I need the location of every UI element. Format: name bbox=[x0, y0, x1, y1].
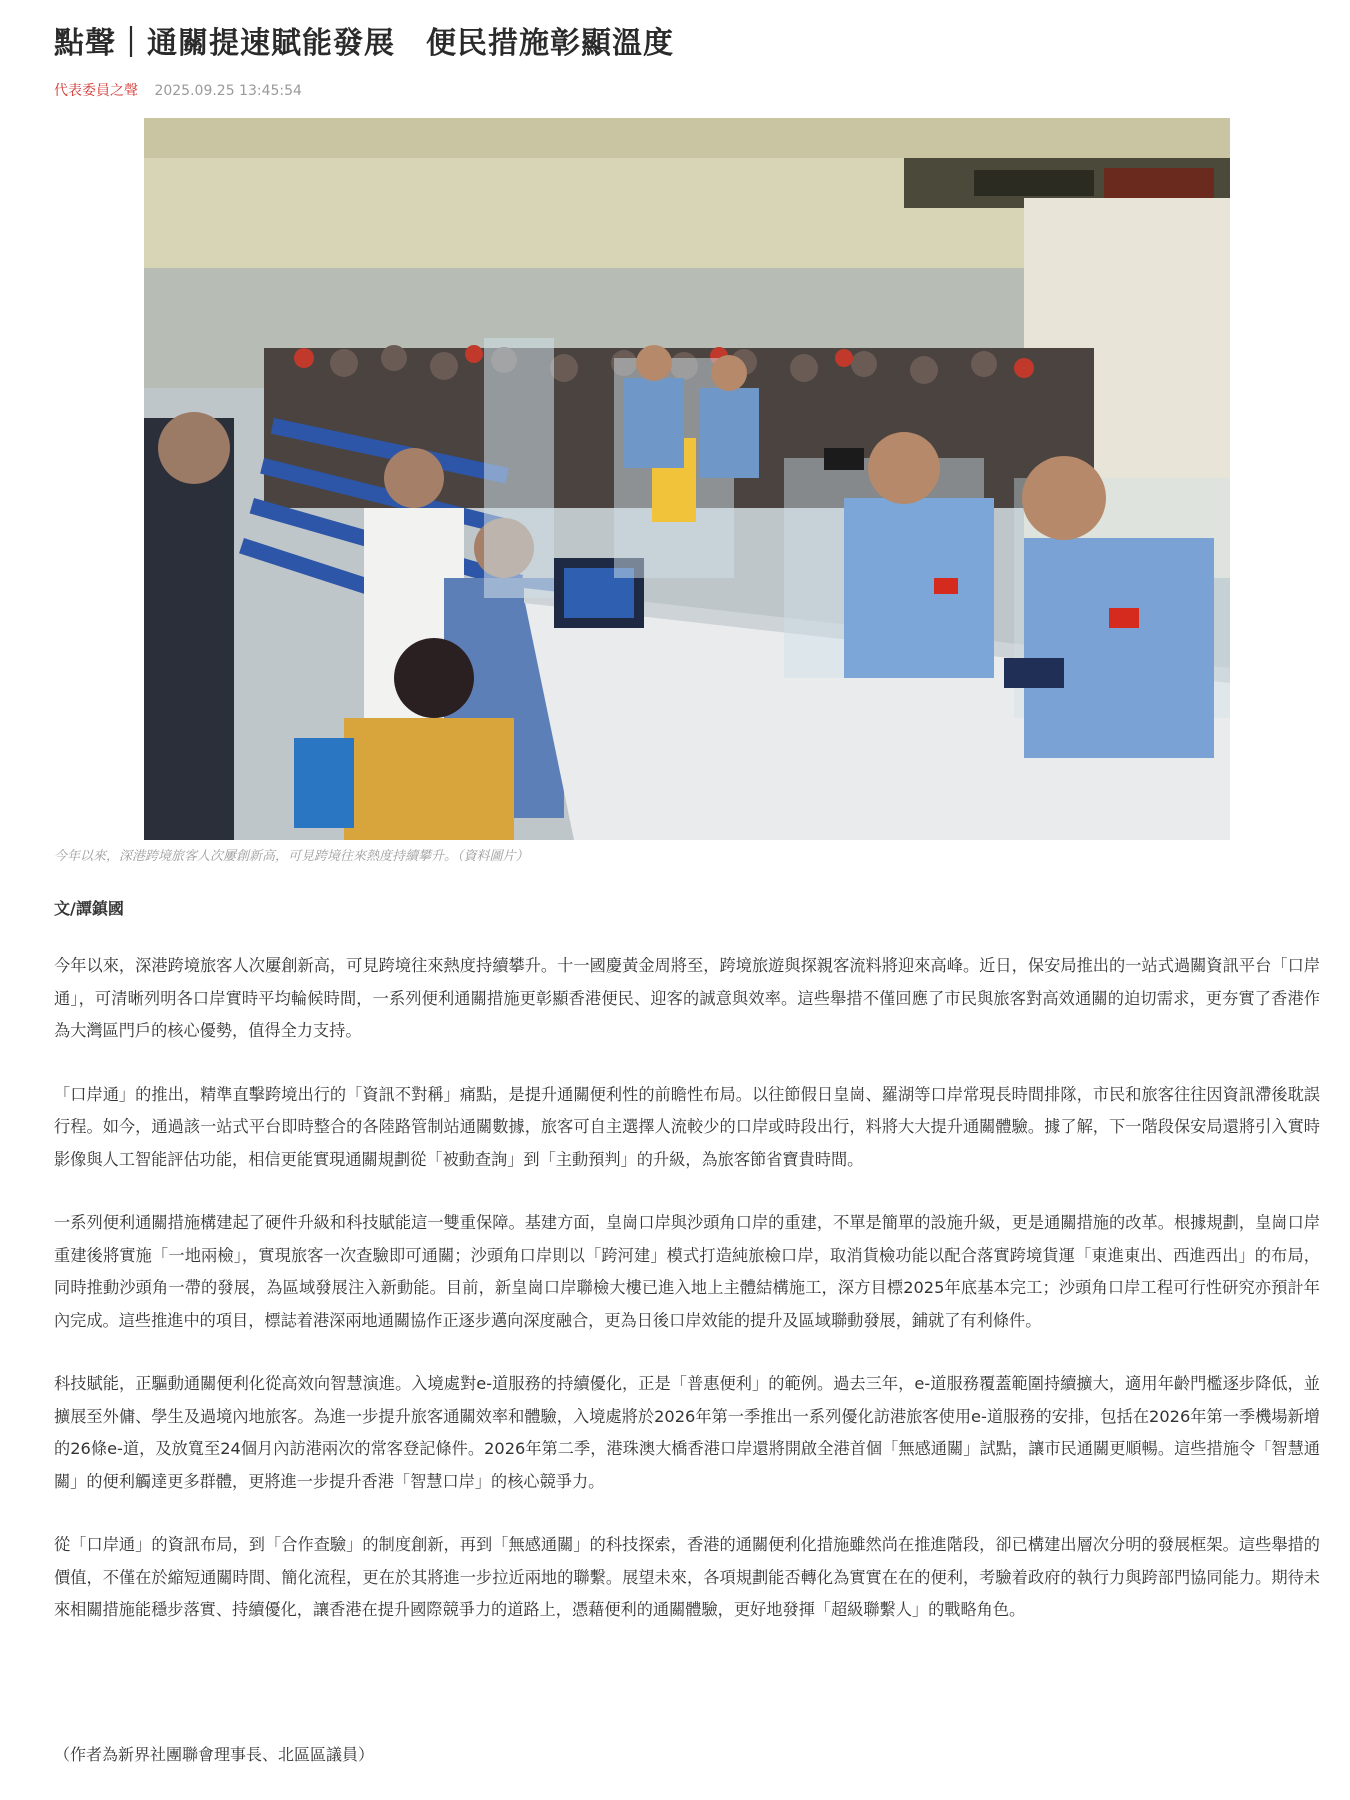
article-timestamp: 2025.09.25 13:45:54 bbox=[154, 83, 302, 99]
article-paragraph: 科技賦能，正驅動通關便利化從高效向智慧演進。入境處對e-道服務的持續優化，正是「普惠便利」的範例。過去三年，e-道服務覆蓋範圍持續擴大，適用年齡門檻逐步降低，並擴展至外傭、學生及過境內地旅客。為進一步提升旅客通關效率和體驗，入境處將於2026年第一季推出一系列優化訪港旅客使用e-道服務的安排，包括在2026年第一季機場新增的26條e-道，及放寬至24個月內訪港兩次的常客登記條件。2026年第二季，港珠澳大橋香港口岸還將開啟全港首個「無感通關」試點，讓市民通關更順暢。這些措施令「智慧通關」的便利觸達更多群體，更將進一步提升香港「智慧口岸」的核心競爭力。 bbox=[54, 1374, 1320, 1491]
author-note: （作者為新界社團聯會理事長、北區區議員） bbox=[54, 1745, 375, 1764]
article-byline: 文/譚鎮國 bbox=[54, 899, 124, 918]
article-photo bbox=[144, 118, 1230, 840]
article-source-link[interactable]: 代表委員之聲 bbox=[54, 83, 138, 99]
article-paragraph: 今年以來，深港跨境旅客人次屢創新高，可見跨境往來熱度持續攀升。十一國慶黃金周將至，跨境旅遊與探親客流料將迎來高峰。近日，保安局推出的一站式過關資訊平台「口岸通」，可清晰列明各口岸實時平均輪候時間，一系列便利通關措施更彰顯香港便民、迎客的誠意與效率。這些舉措不僅回應了市民與旅客對高效通關的迫切需求，更夯實了香港作為大灣區門戶的核心優勢，值得全力支持。 bbox=[54, 956, 1320, 1040]
article-paragraph: 從「口岸通」的資訊布局，到「合作查驗」的制度創新，再到「無感通關」的科技探索，香港的通關便利化措施雖然尚在推進階段，卻已構建出層次分明的發展框架。這些舉措的價值，不僅在於縮短通關時間、簡化流程，更在於其將進一步拉近兩地的聯繫。展望未來，各項規劃能否轉化為實實在在的便利，考驗着政府的執行力與跨部門協同能力。期待未來相關措施能穩步落實、持續優化，讓香港在提升國際競爭力的道路上，憑藉便利的通關體驗，更好地發揮「超級聯繫人」的戰略角色。 bbox=[54, 1535, 1320, 1619]
article-meta bbox=[54, 80, 302, 100]
article-paragraph: 一系列便利通關措施構建起了硬件升級和科技賦能這一雙重保障。基建方面，皇崗口岸與沙頭角口岸的重建，不單是簡單的設施升級，更是通關措施的改革。根據規劃，皇崗口岸重建後將實施「一地兩檢」，實現旅客一次查驗即可通關；沙頭角口岸則以「跨河建」模式打造純旅檢口岸，取消貨檢功能以配合落實跨境貨運「東進東出、西進西出」的布局，同時推動沙頭角一帶的發展，為區域發展注入新動能。目前，新皇崗口岸聯檢大樓已進入地上主體結構施工，深方目標2025年底基本完工；沙頭角口岸工程可行性研究亦預計年內完成。這些推進中的項目，標誌着港深兩地通關協作正逐步邁向深度融合，更為日後口岸效能的提升及區域聯動發展，鋪就了有利條件。 bbox=[54, 1213, 1320, 1330]
photo-caption: 今年以來，深港跨境旅客人次屢創新高，可見跨境往來熱度持續攀升。（資料圖片） bbox=[54, 849, 529, 864]
article-body bbox=[54, 950, 1320, 1658]
article-paragraph: 「口岸通」的推出，精準直擊跨境出行的「資訊不對稱」痛點，是提升通關便利性的前瞻性布局。以往節假日皇崗、羅湖等口岸常現長時間排隊，市民和旅客往往因資訊滯後耽誤行程。如今，通過該一站式平台即時整合的各陸路管制站通關數據，旅客可自主選擇人流較少的口岸或時段出行，料將大大提升通關體驗。據了解，下一階段保安局還將引入實時影像與人工智能評估功能，相信更能實現通關規劃從「被動查詢」到「主動預判」的升級，為旅客節省寶貴時間。 bbox=[54, 1084, 1320, 1169]
border-control-hall-photo bbox=[144, 118, 1230, 840]
article-title: 點聲｜通關提速賦能發展 便民措施彰顯溫度 bbox=[54, 26, 674, 61]
